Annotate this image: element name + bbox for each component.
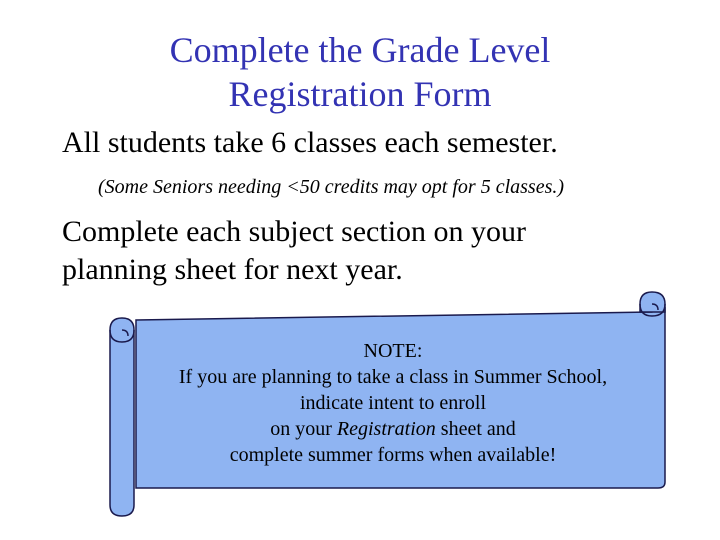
- note-heading: NOTE:: [363, 340, 423, 362]
- scroll-right-roll: [640, 292, 665, 312]
- note-line-2: indicate intent to enroll: [299, 392, 487, 414]
- note-line-3-post: sheet and: [435, 418, 516, 440]
- note-line-3: [138, 416, 648, 442]
- classes-per-semester-text: All students take 6 classes each semester.: [62, 126, 558, 159]
- summer-school-note: [138, 338, 648, 468]
- scroll-left-roll: [110, 318, 134, 516]
- title-line-2: Registration Form: [228, 74, 492, 114]
- note-line-4: complete summer forms when available!: [229, 444, 557, 466]
- registration-word: Registration: [336, 418, 436, 440]
- title-line-1: Complete the Grade Level: [169, 30, 551, 70]
- note-line-3-pre: on your: [270, 418, 337, 440]
- seniors-exception-text: (Some Seniors needing <50 credits may opt for 5 classes.): [98, 176, 565, 198]
- planning-sheet-line-1: Complete each subject section on your: [62, 215, 527, 248]
- note-line-1: If you are planning to take a class in Summer School,: [178, 366, 608, 388]
- planning-sheet-line-2: planning sheet for next year.: [62, 253, 403, 286]
